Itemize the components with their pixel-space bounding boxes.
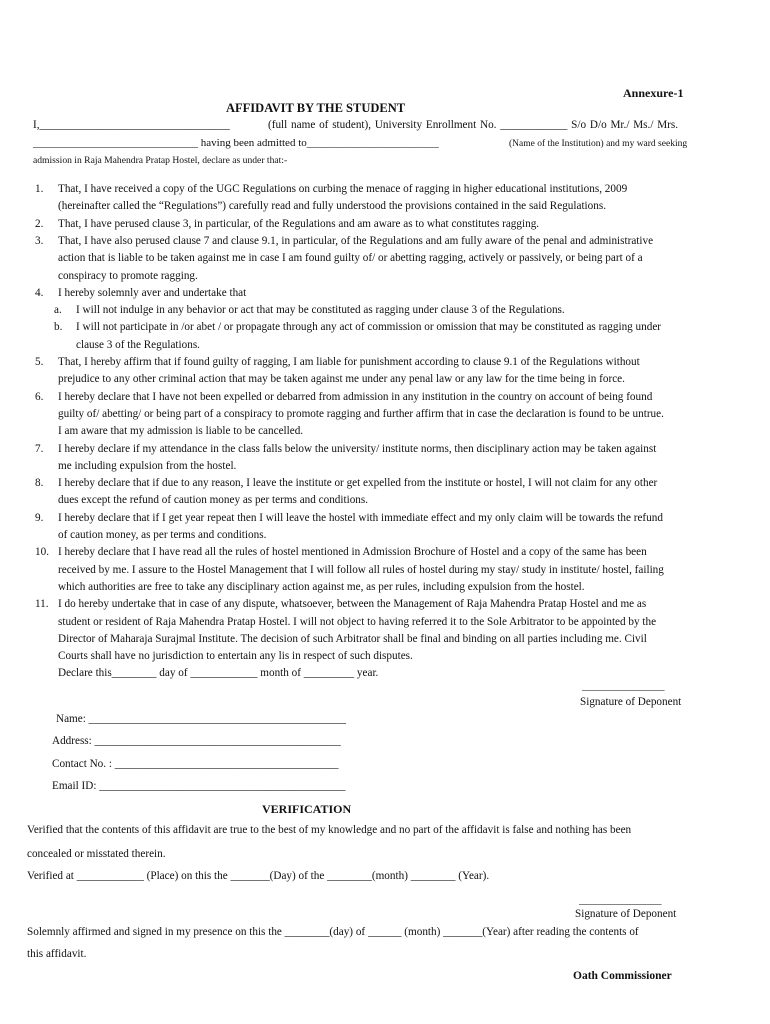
affirmation-line-2: this affidavit. <box>27 948 87 960</box>
intro-line-2a: ______________________________ having been admitted to________________________ <box>33 137 439 149</box>
signature-line-2: _______________ <box>579 894 662 906</box>
list-item-text: Courts shall have no jurisdiction to entertain any lis in respect of such disputes. <box>58 650 413 663</box>
intro-line-1b: (full name of student), University Enrollment No. ____________ S/o D/o Mr./ Ms./ Mrs. <box>268 119 679 131</box>
list-item-text: I hereby declare that I have read all the rules of hostel mentioned in Admission Brochure of Hostel and a copy of the same has been <box>58 546 647 559</box>
list-item-text: I hereby declare if my attendance in the class falls below the university/ institute norms, then disciplinary action may be taken against <box>58 442 657 455</box>
email-field: Email ID: ____________________________________________ <box>52 780 346 792</box>
list-item-text: That, I have perused clause 3, in particular, of the Regulations and am aware as to what constitutes ragging. <box>58 217 540 230</box>
list-item-text: action that is liable to be taken against me in case I am found guilty of/ or abetting ragging, actively or passively, or being part of a <box>58 252 643 265</box>
signature-label-2: Signature of Deponent <box>575 908 677 920</box>
intro-line-3: admission in Raja Mahendra Pratap Hostel, declare as under that:- <box>33 155 288 166</box>
list-item-number: 8. <box>35 477 44 490</box>
list-item-number: 9. <box>35 511 44 524</box>
list-item-number: 3. <box>35 234 44 247</box>
list-item-text: Declare this________ day of ____________ month of _________ year. <box>58 667 379 680</box>
list-item-number: 6. <box>35 390 44 403</box>
list-item-text: guilty of/ abetting/ or being part of a conspiracy to promote ragging and further affirm that in case the declaration is found to be untrue. <box>58 407 664 420</box>
list-item-text: conspiracy to promote ragging. <box>58 269 198 282</box>
list-item-text: prejudice to any other criminal action that may be taken against me under any penal law or any law for the time being in force. <box>58 373 625 386</box>
list-item-text: I do hereby undertake that in case of any dispute, whatsoever, between the Management of Raja Mahendra Pratap Hostel and me as <box>58 598 647 611</box>
name-field: Name: ______________________________________________ <box>56 713 346 725</box>
list-item-text: which authorities are free to take any disciplinary action against me, as per rules, including expulsion from the hostel. <box>58 580 585 593</box>
list-item-text: I hereby solemnly aver and undertake that <box>58 286 247 299</box>
list-item-text: That, I have also perused clause 7 and clause 9.1, in particular, of the Regulations and am fully aware of the penal and administrative <box>58 234 654 247</box>
list-item-text: student or resident of Raja Mahendra Pratap Hostel. I will not object to having referred it to the Sole Arbitrator to be appointed by the <box>58 615 657 628</box>
list-item-text: of caution money, as per terms and conditions. <box>58 529 267 541</box>
list-item-number: 1. <box>35 183 44 195</box>
list-item-number: 4. <box>35 286 44 299</box>
list-item-text: I will not participate in /or abet / or propagate through any act of commission or omission that may be constituted as ragging under <box>76 321 662 334</box>
contact-field: Contact No. : ________________________________________ <box>52 758 339 770</box>
list-item-text: I hereby declare that if I get year repeat then I will leave the hostel with immediate effect and my only claim will be towards the refund <box>58 511 663 524</box>
list-item-number: 11. <box>35 598 49 611</box>
signature-label-1: Signature of Deponent <box>580 696 682 708</box>
list-item-number: 10. <box>35 546 49 559</box>
list-item-number: 5. <box>35 356 44 368</box>
list-item-text: I hereby declare that I have not been expelled or debarred from admission in any institution in the country on account of being found <box>58 390 653 403</box>
oath-commissioner: Oath Commissioner <box>573 970 672 982</box>
list-item-text: clause 3 of the Regulations. <box>76 338 200 351</box>
list-item-text: Director of Maharaja Surajmal Institute. The decision of such Arbitrator shall be final and binding on all parties including me. Civil <box>58 632 647 645</box>
signature-line-1: _______________ <box>582 680 665 692</box>
affirmation-line-1: Solemnly affirmed and signed in my presence on this the ________(day) of ______ (month) _______(Year) after reading the contents of <box>27 926 639 938</box>
document-title: AFFIDAVIT BY THE STUDENT <box>226 101 406 115</box>
verification-text-2: concealed or misstated therein. <box>27 848 166 860</box>
intro-line-2b: (Name of the Institution) and my ward seeking <box>509 139 688 149</box>
list-item-text: me including expulsion from the hostel. <box>58 459 237 472</box>
list-item-number: b. <box>54 321 63 334</box>
list-item-text: dues except the refund of caution money as per terms and conditions. <box>58 494 369 507</box>
list-item-number: 2. <box>35 217 44 230</box>
list-item-text: I am aware that my admission is liable to be cancelled. <box>58 425 304 438</box>
list-item-text: That, I have received a copy of the UGC Regulations on curbing the menace of ragging in higher educational institutions, 2009 <box>58 183 628 195</box>
list-item-text: I hereby declare that if due to any reason, I leave the institute or get expelled from the institute or hostel, I will not claim for any other <box>58 477 658 490</box>
list-item-text: (hereinafter called the “Regulations”) carefully read and fully understood the provisions contained in the said Regulations. <box>58 200 607 213</box>
intro-line-1a: I,__________________________________ <box>33 119 230 131</box>
annexure-label: Annexure-1 <box>623 86 684 100</box>
list-item-text: I will not indulge in any behavior or act that may be constituted as ragging under clause 3 of the Regulations. <box>76 304 565 317</box>
verification-text-1: Verified that the contents of this affidavit are true to the best of my knowledge and no part of the affidavit is false and nothing has been <box>27 824 632 836</box>
verification-text-3: Verified at ____________ (Place) on this the _______(Day) of the ________(month) ________ (Year). <box>27 870 490 882</box>
list-item-number: 7. <box>35 442 44 455</box>
address-field: Address: ____________________________________________ <box>52 735 341 747</box>
list-item-text: received by me. I assure to the Hostel Management that I will follow all rules of hostel during my stay/ study in institute/ hostel, failing <box>58 563 664 576</box>
verification-title: VERIFICATION <box>262 802 352 816</box>
list-item-number: a. <box>54 304 62 317</box>
list-item-text: That, I hereby affirm that if found guilty of ragging, I am liable for punishment according to clause 9.1 of the Regulations without <box>58 356 640 368</box>
